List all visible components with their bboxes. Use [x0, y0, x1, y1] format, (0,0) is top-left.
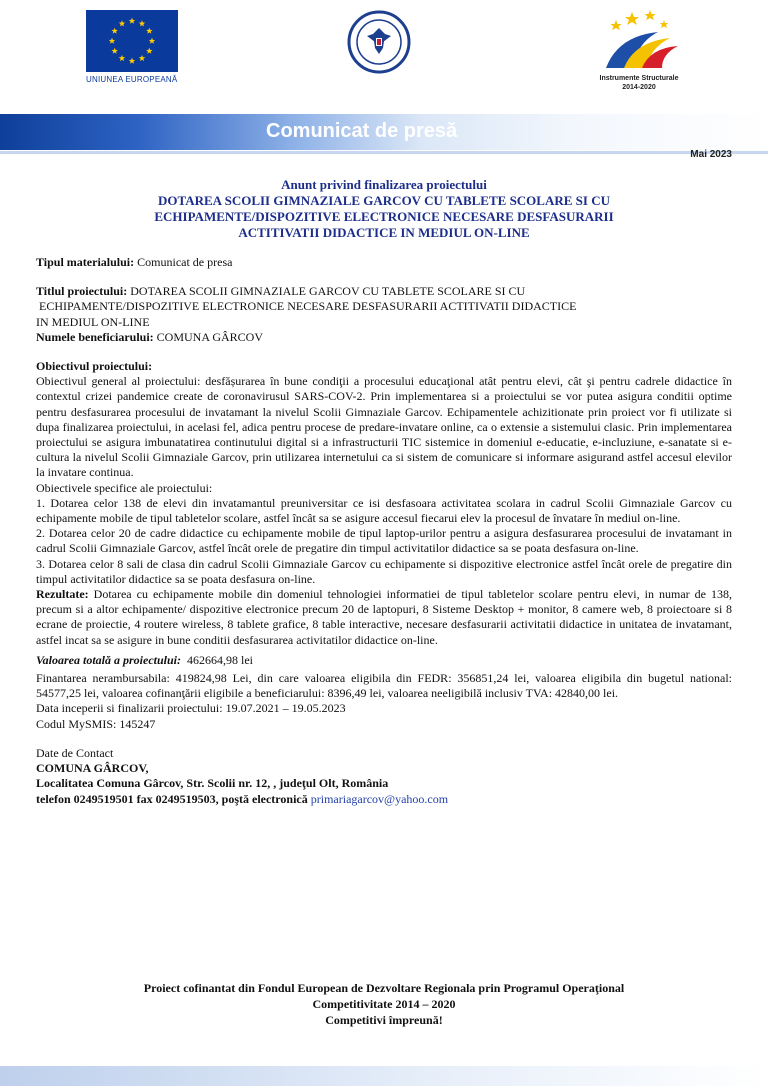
- objective-heading: [36, 359, 732, 374]
- eu-star-icon: [119, 55, 125, 61]
- eu-star-icon: [139, 20, 145, 26]
- banner-underline: [0, 151, 768, 154]
- contact-address: [36, 776, 732, 791]
- material-type-label: Tipul materialului:: [36, 255, 135, 269]
- eu-star-icon: [111, 28, 117, 34]
- bottom-decorative-bar: [0, 1066, 768, 1086]
- material-type-value: Comunicat de presa: [137, 255, 233, 269]
- announcement-heading: [36, 177, 732, 241]
- total-value-label: Valoarea totală a proiectului:: [36, 652, 182, 667]
- mysmis-code: Codul MySMIS: 145247: [36, 716, 156, 731]
- specific-objectives-heading: Obiectivele specifice ale proiectului:: [36, 480, 213, 495]
- contact-name-text: COMUNA GÂRCOV,: [36, 761, 149, 776]
- results-text: Dotarea cu echipamente mobile din domeniul tehnologiei informatiei de tipul tabletelor scolare pentru elevi, in numar de 138, precum si a altor echipamente/ dispozitive electronice precum 20 de laptopuri, 8 Sisteme Desktop + monitor, 8 camere web, 8 proiectoare si 8 ecrane de proiectie, 4 routere wireless, 8 tablete grafice, 8 table interactive, necesare desfasurarii activitatii didactice in unitatea de invatamant, astfel incat sa se asigure in bune conditii desfasurarea activitatilor didactice on-line.: [36, 587, 732, 647]
- eu-star-icon: [149, 38, 155, 44]
- footer-line: Proiect cofinantat din Fondul European de Dezvoltare Regionala prin Programul Operaţional: [143, 981, 625, 995]
- specific-objective-item: 3. Dotarea celor 8 sali de clasa din cadrul Scolii Gimnaziale Garcov cu echipamente si dispozitive electronice astfel încât orele de pregatire din timpul activitatilor didactice sa se poata desfasura on-line.: [36, 556, 732, 586]
- announcement-line: Anunt privind finalizarea proiectului: [281, 177, 487, 192]
- total-value-amount: 462664,98 lei: [187, 652, 254, 667]
- contact-phone-email: [36, 792, 732, 807]
- announcement-line: DOTAREA SCOLII GIMNAZIALE GARCOV CU TABLETE SCOLARE SI CU: [158, 193, 610, 208]
- specific-objective-item: 2. Dotarea celor 20 de cadre didactice cu echipamente mobile de tipul laptop-urilor pentru a asigura desfasurarea procesului de invatamant in cadrul Scolii Gimnaziale Garcov, astfel încât orele de pregatire din timpul activitatilor didactice sa se poata desfasura on-line.: [36, 526, 732, 556]
- project-title-value-2: ECHIPAMENTE/DISPOZITIVE ELECTRONICE NECESARE DESFASURARII ACTITIVATII DIDACTICE: [39, 299, 577, 314]
- eu-flag: [86, 10, 178, 72]
- eu-star-icon: [111, 48, 117, 54]
- structural-instruments-icon: [588, 6, 688, 72]
- announcement-line: ECHIPAMENTE/DISPOZITIVE ELECTRONICE NECESARE DESFASURARII: [154, 209, 614, 224]
- footer-line: Competitivitate 2014 – 2020: [312, 997, 456, 1011]
- eu-caption: UNIUNEA EUROPEANĂ: [86, 75, 178, 84]
- beneficiary-value: COMUNA GÂRCOV: [156, 329, 264, 344]
- eu-star-icon: [119, 20, 125, 26]
- results: [36, 587, 732, 648]
- specific-objective-item: 1. Dotarea celor 138 de elevi din invatamantul preuniversitar ce isi desfasoara activitatea scolara in cadrul Scolii Gimnaziale Garcov cu echipamente mobile de tipul tabletelor scolare, astfel încât sa se asigure accesul fiecarui elev la procesul de învatare în mediul on-line.: [36, 495, 732, 526]
- footer-line: Competitivi împreună!: [325, 1013, 443, 1027]
- is-caption-period: 2014-2020: [622, 84, 656, 91]
- project-title-label: Titlul proiectului:: [36, 284, 128, 299]
- objective-heading-text: Obiectivul proiectului:: [36, 359, 153, 374]
- objective-general: Obiectivul general al proiectului: desfășurarea în bune condiţii a procesului educaţional atât pentru elevi, cât şi pentru cadrele didactice în contextul crizei pandemice create de coronavirusul SARS-COV-2. Prin implementarea si a proiectului se vor putea asigura conditii optime pentru desfasurarea procesului de invatamant la nivelul Scolii Gimnaziale Garcov. Echipamentele achizitionate prin proiect vor fi utilizate si dupa finalizarea proiectului, in acelasi fel, adica pentru procese de predare-invatare online, ca o extensie a sistemului clasic. Prin implementarea proiectului se asigura imbunatatirea continutului digital si a infrastructurii TIC sistemice in domeniul e-educatie, e-incluziune, e-sanatate si e-cultura la nivelul Scolii Gimnaziale Garcov, prin utilizarea internetului ca si sistem de comunicare si informare asigurand astfel accesul elevilor la invatare continua.: [36, 374, 732, 480]
- government-seal-icon: [347, 10, 411, 74]
- structural-instruments-caption: [593, 74, 685, 92]
- footer-cofinancing: [36, 980, 732, 1028]
- contact-name: [36, 761, 732, 776]
- eu-logo: [86, 10, 178, 82]
- banner-title: Comunicat de presă: [266, 120, 458, 142]
- logo-row: [0, 0, 768, 112]
- government-seal-logo: [347, 10, 411, 74]
- contact-label: Date de Contact: [36, 745, 114, 760]
- announcement-line: ACTITIVATII DIDACTICE IN MEDIUL ON-LINE: [238, 225, 530, 240]
- eu-stars-icon: [86, 10, 178, 72]
- total-value: [36, 653, 732, 668]
- beneficiary: [36, 330, 732, 345]
- document-body: [36, 177, 732, 807]
- project-title-line: IN MEDIUL ON-LINE: [36, 314, 150, 329]
- material-type: [36, 255, 732, 270]
- contact-email-link[interactable]: primariagarcov@yahoo.com: [310, 791, 449, 806]
- project-title-value: DOTAREA SCOLII GIMNAZIALE GARCOV CU TABLETE SCOLARE SI CU: [130, 284, 526, 299]
- beneficiary-label: Numele beneficiarului:: [36, 329, 154, 344]
- project-dates: Data inceperii si finalizarii proiectului: 19.07.2021 – 19.05.2023: [36, 701, 346, 716]
- results-label: Rezultate:: [36, 587, 89, 602]
- contact-phone: telefon 0249519501 fax 0249519503, poştă electronică: [36, 791, 311, 806]
- eu-star-icon: [146, 48, 152, 54]
- structural-instruments-logo: [588, 6, 688, 98]
- release-date: Mai 2023: [690, 149, 732, 160]
- eu-star-icon: [129, 58, 135, 64]
- press-release-banner: [0, 114, 768, 150]
- eu-star-icon: [139, 55, 145, 61]
- contact-address-text: Localitatea Comuna Gârcov, Str. Scolii nr. 12, , judeţul Olt, România: [36, 776, 389, 791]
- eu-star-icon: [109, 38, 115, 44]
- project-title-line: [36, 299, 732, 314]
- project-title: [36, 284, 732, 299]
- eu-star-icon: [129, 18, 135, 24]
- is-caption-title: Instrumente Structurale: [599, 75, 679, 82]
- financing-details: Finantarea nerambursabila: 419824,98 Lei, din care valoarea eligibila din FEDR: 356851,24 lei, valoarea eligibila din bugetul national: 54577,25 lei, valoarea cofinanţării eligibile a beneficiarului: 8396,49 lei, valoarea neeligibilă inclusiv TVA: 42840,00 lei.: [36, 671, 732, 701]
- eu-star-icon: [146, 28, 152, 34]
